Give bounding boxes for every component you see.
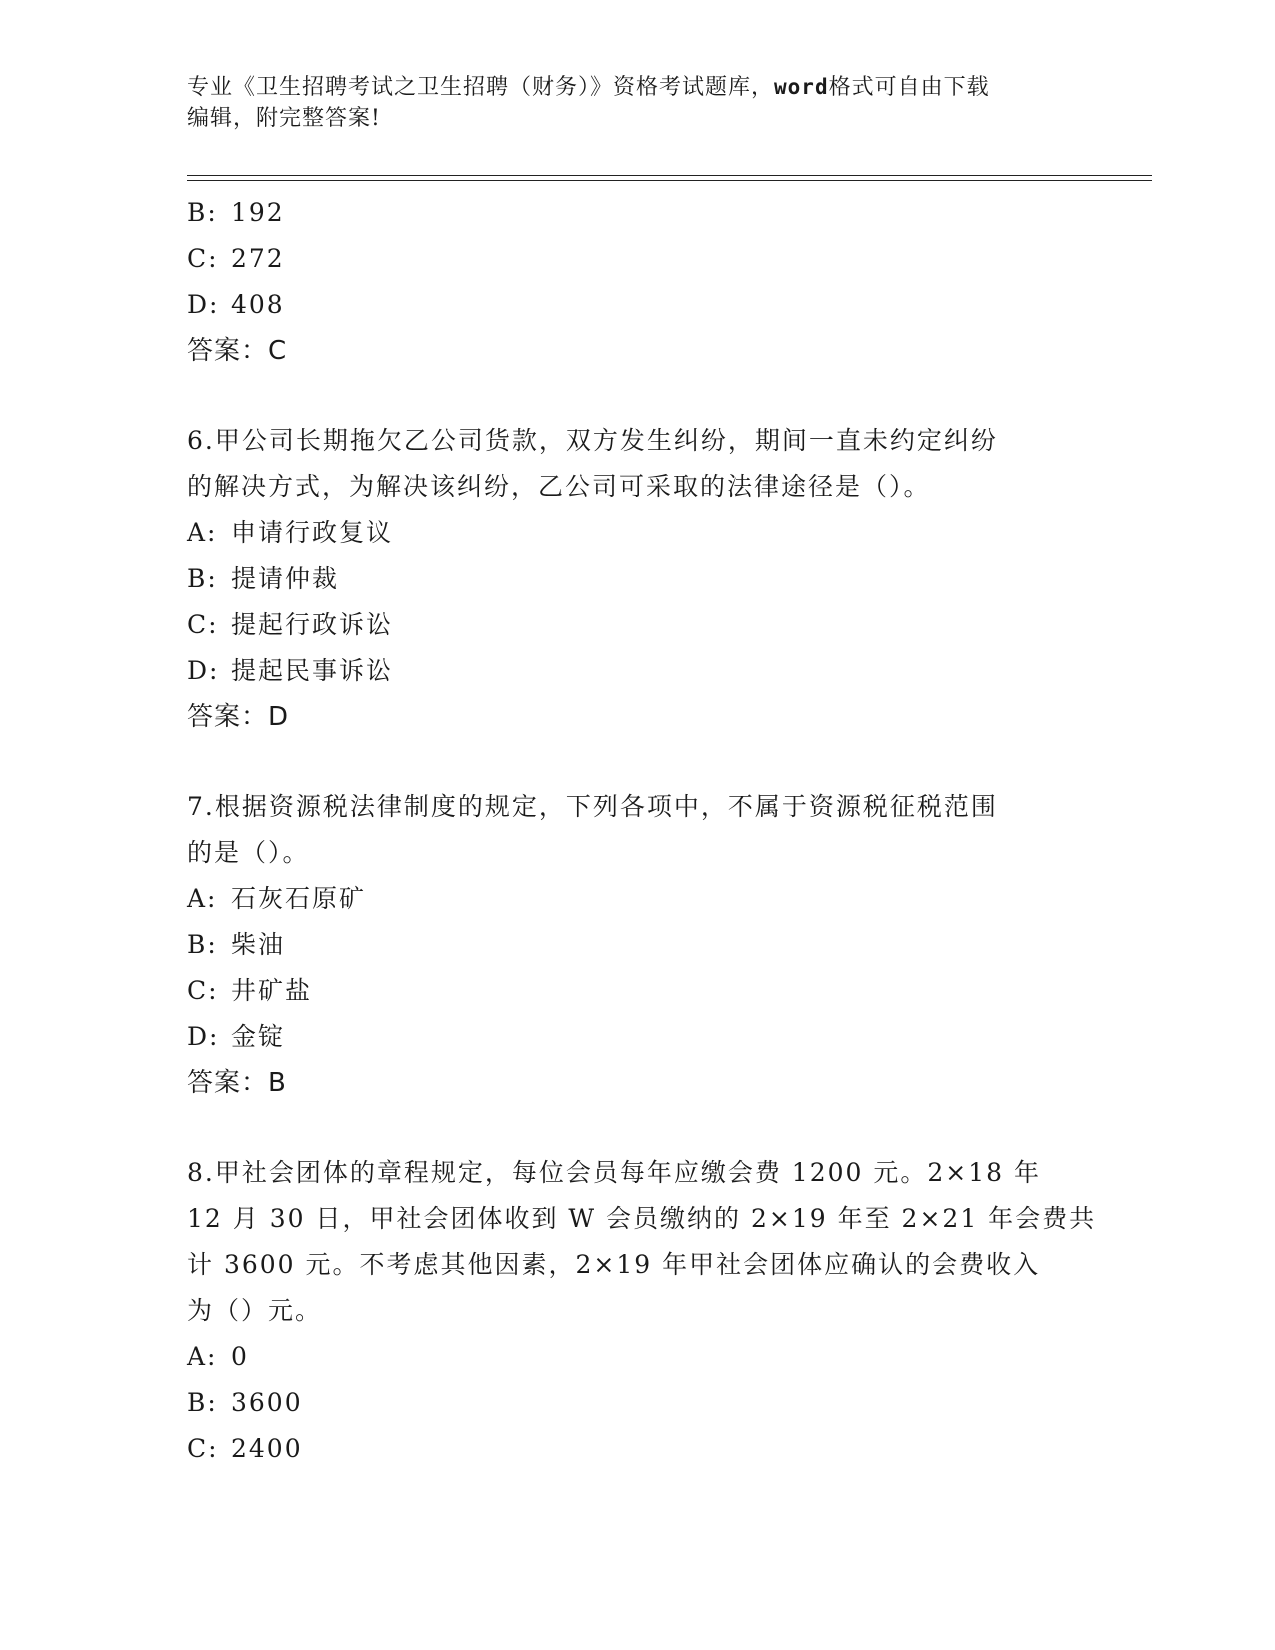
- option-c: [187, 968, 1087, 1014]
- option-key: B:: [187, 198, 218, 227]
- option-text: 3600: [231, 1388, 303, 1417]
- option-key: C:: [187, 1434, 219, 1463]
- option-text: 272: [231, 244, 285, 273]
- option-text: 408: [231, 290, 285, 319]
- option-key: D:: [187, 1022, 220, 1051]
- question-text-line: 8.甲社会团体的章程规定，每位会员每年应缴会费 1200 元。2×18 年: [187, 1158, 1041, 1187]
- option-text: 提起行政诉讼: [231, 610, 394, 639]
- option-text: 192: [231, 198, 285, 227]
- question-text-line: 的解决方式，为解决该纠纷，乙公司可采取的法律途径是（）。: [187, 472, 931, 501]
- option-c: [187, 602, 1087, 648]
- option-text: 申请行政复议: [231, 518, 394, 547]
- document-header: [187, 72, 1067, 134]
- option-text: 金锭: [231, 1022, 286, 1051]
- option-b: [187, 556, 1087, 602]
- option-a: [187, 876, 1087, 922]
- option-key: B:: [187, 930, 218, 959]
- header-text-post: 格式可自由下载: [828, 75, 990, 100]
- header-word-tag: word: [774, 75, 829, 99]
- answer-line: 答案：D: [187, 702, 290, 732]
- option-key: C:: [187, 610, 219, 639]
- question-list: [187, 190, 1097, 1472]
- option-key: A:: [187, 1342, 218, 1371]
- question-text-line: 6.甲公司长期拖欠乙公司货款，双方发生纠纷，期间一直未约定纠纷: [187, 426, 998, 455]
- option-b: [187, 922, 1087, 968]
- option-key: A:: [187, 884, 218, 913]
- option-key: D:: [187, 290, 220, 319]
- question-text-line: 7.根据资源税法律制度的规定，下列各项中，不属于资源税征税范围: [187, 792, 998, 821]
- option-key: B:: [187, 1388, 218, 1417]
- option-a: [187, 510, 1087, 556]
- option-b: [187, 190, 1087, 236]
- option-d: [187, 1014, 1087, 1060]
- option-text: 0: [231, 1342, 249, 1371]
- header-divider-top: [187, 175, 1152, 176]
- question-7: [187, 784, 1087, 1106]
- option-key: A:: [187, 518, 218, 547]
- option-c: [187, 236, 1087, 282]
- option-d: [187, 648, 1087, 694]
- option-text: 提起民事诉讼: [231, 656, 394, 685]
- option-d: [187, 282, 1087, 328]
- option-a: [187, 1334, 1087, 1380]
- question-8: [187, 1150, 1097, 1472]
- option-text: 井矿盐: [231, 976, 313, 1005]
- option-key: C:: [187, 244, 219, 273]
- option-key: C:: [187, 976, 219, 1005]
- option-c: [187, 1426, 1087, 1472]
- header-text-pre: 专业《卫生招聘考试之卫生招聘（财务）》资格考试题库，: [187, 75, 775, 100]
- question-text-line: 为（）元。: [187, 1296, 323, 1325]
- option-text: 石灰石原矿: [231, 884, 367, 913]
- header-divider-bottom: [187, 180, 1152, 181]
- option-b: [187, 1380, 1087, 1426]
- question-6: [187, 418, 1087, 740]
- question-text-line: 的是（）。: [187, 838, 310, 867]
- answer-line: 答案：C: [187, 336, 288, 366]
- option-text: 柴油: [231, 930, 286, 959]
- answer-line: 答案：B: [187, 1068, 287, 1098]
- header-line-2: 编辑，附完整答案!: [187, 106, 381, 131]
- question-text-line: 12 月 30 日，甲社会团体收到 W 会员缴纳的 2×19 年至 2×21 年会费共: [187, 1204, 1097, 1233]
- option-key: B:: [187, 564, 218, 593]
- option-text: 提请仲裁: [231, 564, 340, 593]
- header-line-1: [187, 72, 1067, 103]
- question-5-tail: [187, 190, 1087, 374]
- question-text-line: 计 3600 元。不考虑其他因素，2×19 年甲社会团体应确认的会费收入: [187, 1250, 1041, 1279]
- option-key: D:: [187, 656, 220, 685]
- option-text: 2400: [231, 1434, 303, 1463]
